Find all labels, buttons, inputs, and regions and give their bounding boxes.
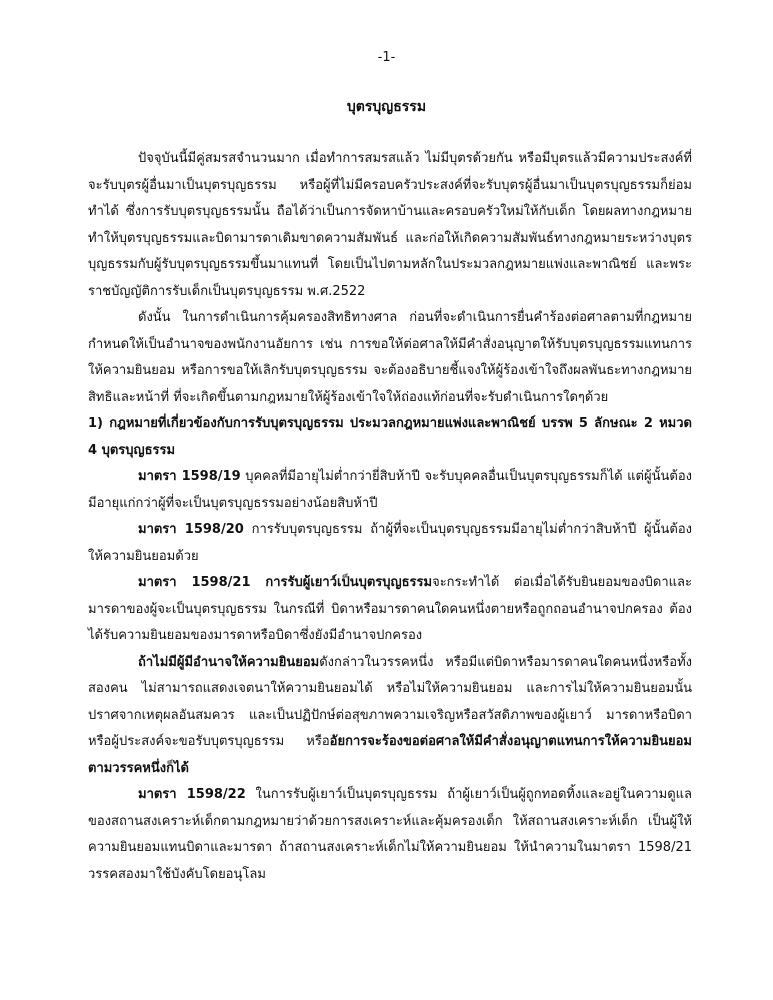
section-heading: 1) กฎหมายที่เกี่ยวข้องกับการรับบุตรบุญธรรม ประมวลกฎหมายแพ่งและพาณิชย์ บรรพ 5 ลักษณะ 2 หมวด 4 บุตรบุญธรรม — [88, 416, 692, 458]
bold-lead: ถ้าไม่มีผู้มีอำนาจให้ความยินยอม — [138, 654, 320, 670]
intro-paragraph-2: ดังนั้น ในการดำเนินการคุ้มครองสิทธิทางศาล ก่อนที่จะดำเนินการยื่นคำร้องต่อศาลตามที่กฎหมายกำหนดให้เป็นอำนาจของพนักงานอัยการ เช่น การขอให้ต่อศาลให้มีคำสั่งอนุญาตให้รับบุตรบุญธรรมแทนการให้ความยินยอม หรือการขอให้เลิกรับบุตรบุญธรรม จะต้องอธิบายชี้แจงให้ผู้ร้องเข้าใจถึงผลพันธะทางกฎหมาย สิทธิและหน้าที่ ที่จะเกิดขึ้นตามกฎหมายให้ผู้ร้องเข้าใจให้ถ่องแท้ก่อนที่จะรับดำเนินการใดๆด้วย — [88, 310, 692, 405]
section-1598-21 — [88, 570, 692, 650]
document-title: บุตรบุญธรรม — [346, 99, 427, 115]
section-label: มาตรา 1598/22 — [138, 787, 246, 802]
page-number: -1- — [377, 50, 396, 65]
intro-paragraph-1: ปัจจุบันนี้มีคู่สมรสจำนวนมาก เมื่อทำการสมรสแล้ว ไม่มีบุตรด้วยกัน หรือมีบุตรแล้วมีความประสงค์ที่จะรับบุตรผู้อื่นมาเป็นบุตรบุญธรรม หรือผู้ที่ไม่มีครอบครัวประสงค์ที่จะรับบุตรผู้อื่นมาเป็นบุตรบุญธรรมก็ย่อมทำได้ ซึ่งการรับบุตรบุญธรรมนั้น ถือได้ว่าเป็นการจัดหาบ้านและครอบครัวใหม่ให้กับเด็ก โดยผลทางกฎหมายทำให้บุตรบุญธรรมและบิดามารดาเดิมขาดความสัมพันธ์ และก่อให้เกิดความสัมพันธ์ทางกฎหมายระหว่างบุตรบุญธรรมกับผู้รับบุตรบุญธรรมขึ้นมาแทนที่ โดยเป็นไปตามหลักในประมวลกฎหมายแพ่งและพาณิชย์ และพระราชบัญญัติการรับเด็กเป็นบุตรบุญธรรม พ.ศ.2522 — [88, 151, 692, 299]
section-1598-22 — [88, 782, 692, 888]
section-text: การรับบุตรบุญธรรม ถ้าผู้ที่จะเป็นบุตรบุญธรรมมีอายุไม่ต่ำกว่าสิบห้าปี ผู้นั้นต้องให้ความยินยอมด้วย — [88, 522, 692, 564]
section-text: จะกระทำได้ ต่อเมื่อได้รับยินยอมของบิดาและมารดาของผู้จะเป็นบุตรบุญธรรม ในกรณีที่ บิดาหรือมารดาคนใดคนหนึ่งตายหรือถูกถอนอำนาจปกครอง ต้องได้รับความยินยอมของมารดาหรือบิดาซึ่งยังมีอำนาจปกครอง — [88, 575, 692, 643]
bold-tail: อัยการจะร้องขอต่อศาลให้มีคำสั่งอนุญาตแทนการให้ความยินยอมตามวรรคหนึ่งก็ได้ — [88, 734, 692, 776]
section-1598-20 — [88, 517, 692, 570]
section-text: ในการรับผู้เยาว์เป็นบุตรบุญธรรม ถ้าผู้เยาว์เป็นผู้ถูกทอดทิ้งและอยู่ในความดูแลของสถานสงเคราะห์เด็กตามกฎหมายว่าด้วยการสงเคราะห์และคุ้มครองเด็ก ให้สถานสงเคราะห์เด็ก เป็นผู้ให้ความยินยอมแทนบิดาและมารดา ถ้าสถานสงเคราะห์เด็กไม่ให้ความยินยอม ให้นำความในมาตรา 1598/21 วรรคสองมาใช้บังคับโดยอนุโลม — [88, 787, 692, 882]
section-bold-phrase: การรับผู้เยาว์เป็นบุตรบุญธรรม — [250, 575, 433, 590]
section-1598-21-paragraph-2 — [88, 650, 692, 783]
section-label: มาตรา 1598/21 — [138, 575, 251, 590]
section-label: มาตรา 1598/19 — [138, 469, 241, 484]
section-text: บุคคลที่มีอายุไม่ต่ำกว่ายี่สิบห้าปี จะรับบุคคลอื่นเป็นบุตรบุญธรรมก็ได้ แต่ผู้นั้นต้องมีอายุแก่กว่าผู้ที่จะเป็นบุตรบุญธรรมอย่างน้อยสิบห้าปี — [88, 469, 692, 511]
section-label: มาตรา 1598/20 — [138, 522, 244, 537]
section-1598-19 — [88, 464, 692, 517]
paragraph-text: ดังกล่าวในวรรคหนึ่ง หรือมีแต่บิดาหรือมารดาคนใดคนหนึ่งหรือทั้งสองคน ไม่สามารถแสดงเจตนาให้ความยินยอมได้ หรือไม่ให้ความยินยอม และการไม่ให้ความยินยอมนั้นปราศจากเหตุผลอันสมควร และเป็นปฏิปักษ์ต่อสุขภาพความเจริญหรือสวัสดิภาพของผู้เยาว์ มารดาหรือบิดาหรือผู้ประสงค์จะขอรับบุตรบุญธรรม หรือ — [88, 654, 692, 749]
document-body — [88, 146, 692, 888]
